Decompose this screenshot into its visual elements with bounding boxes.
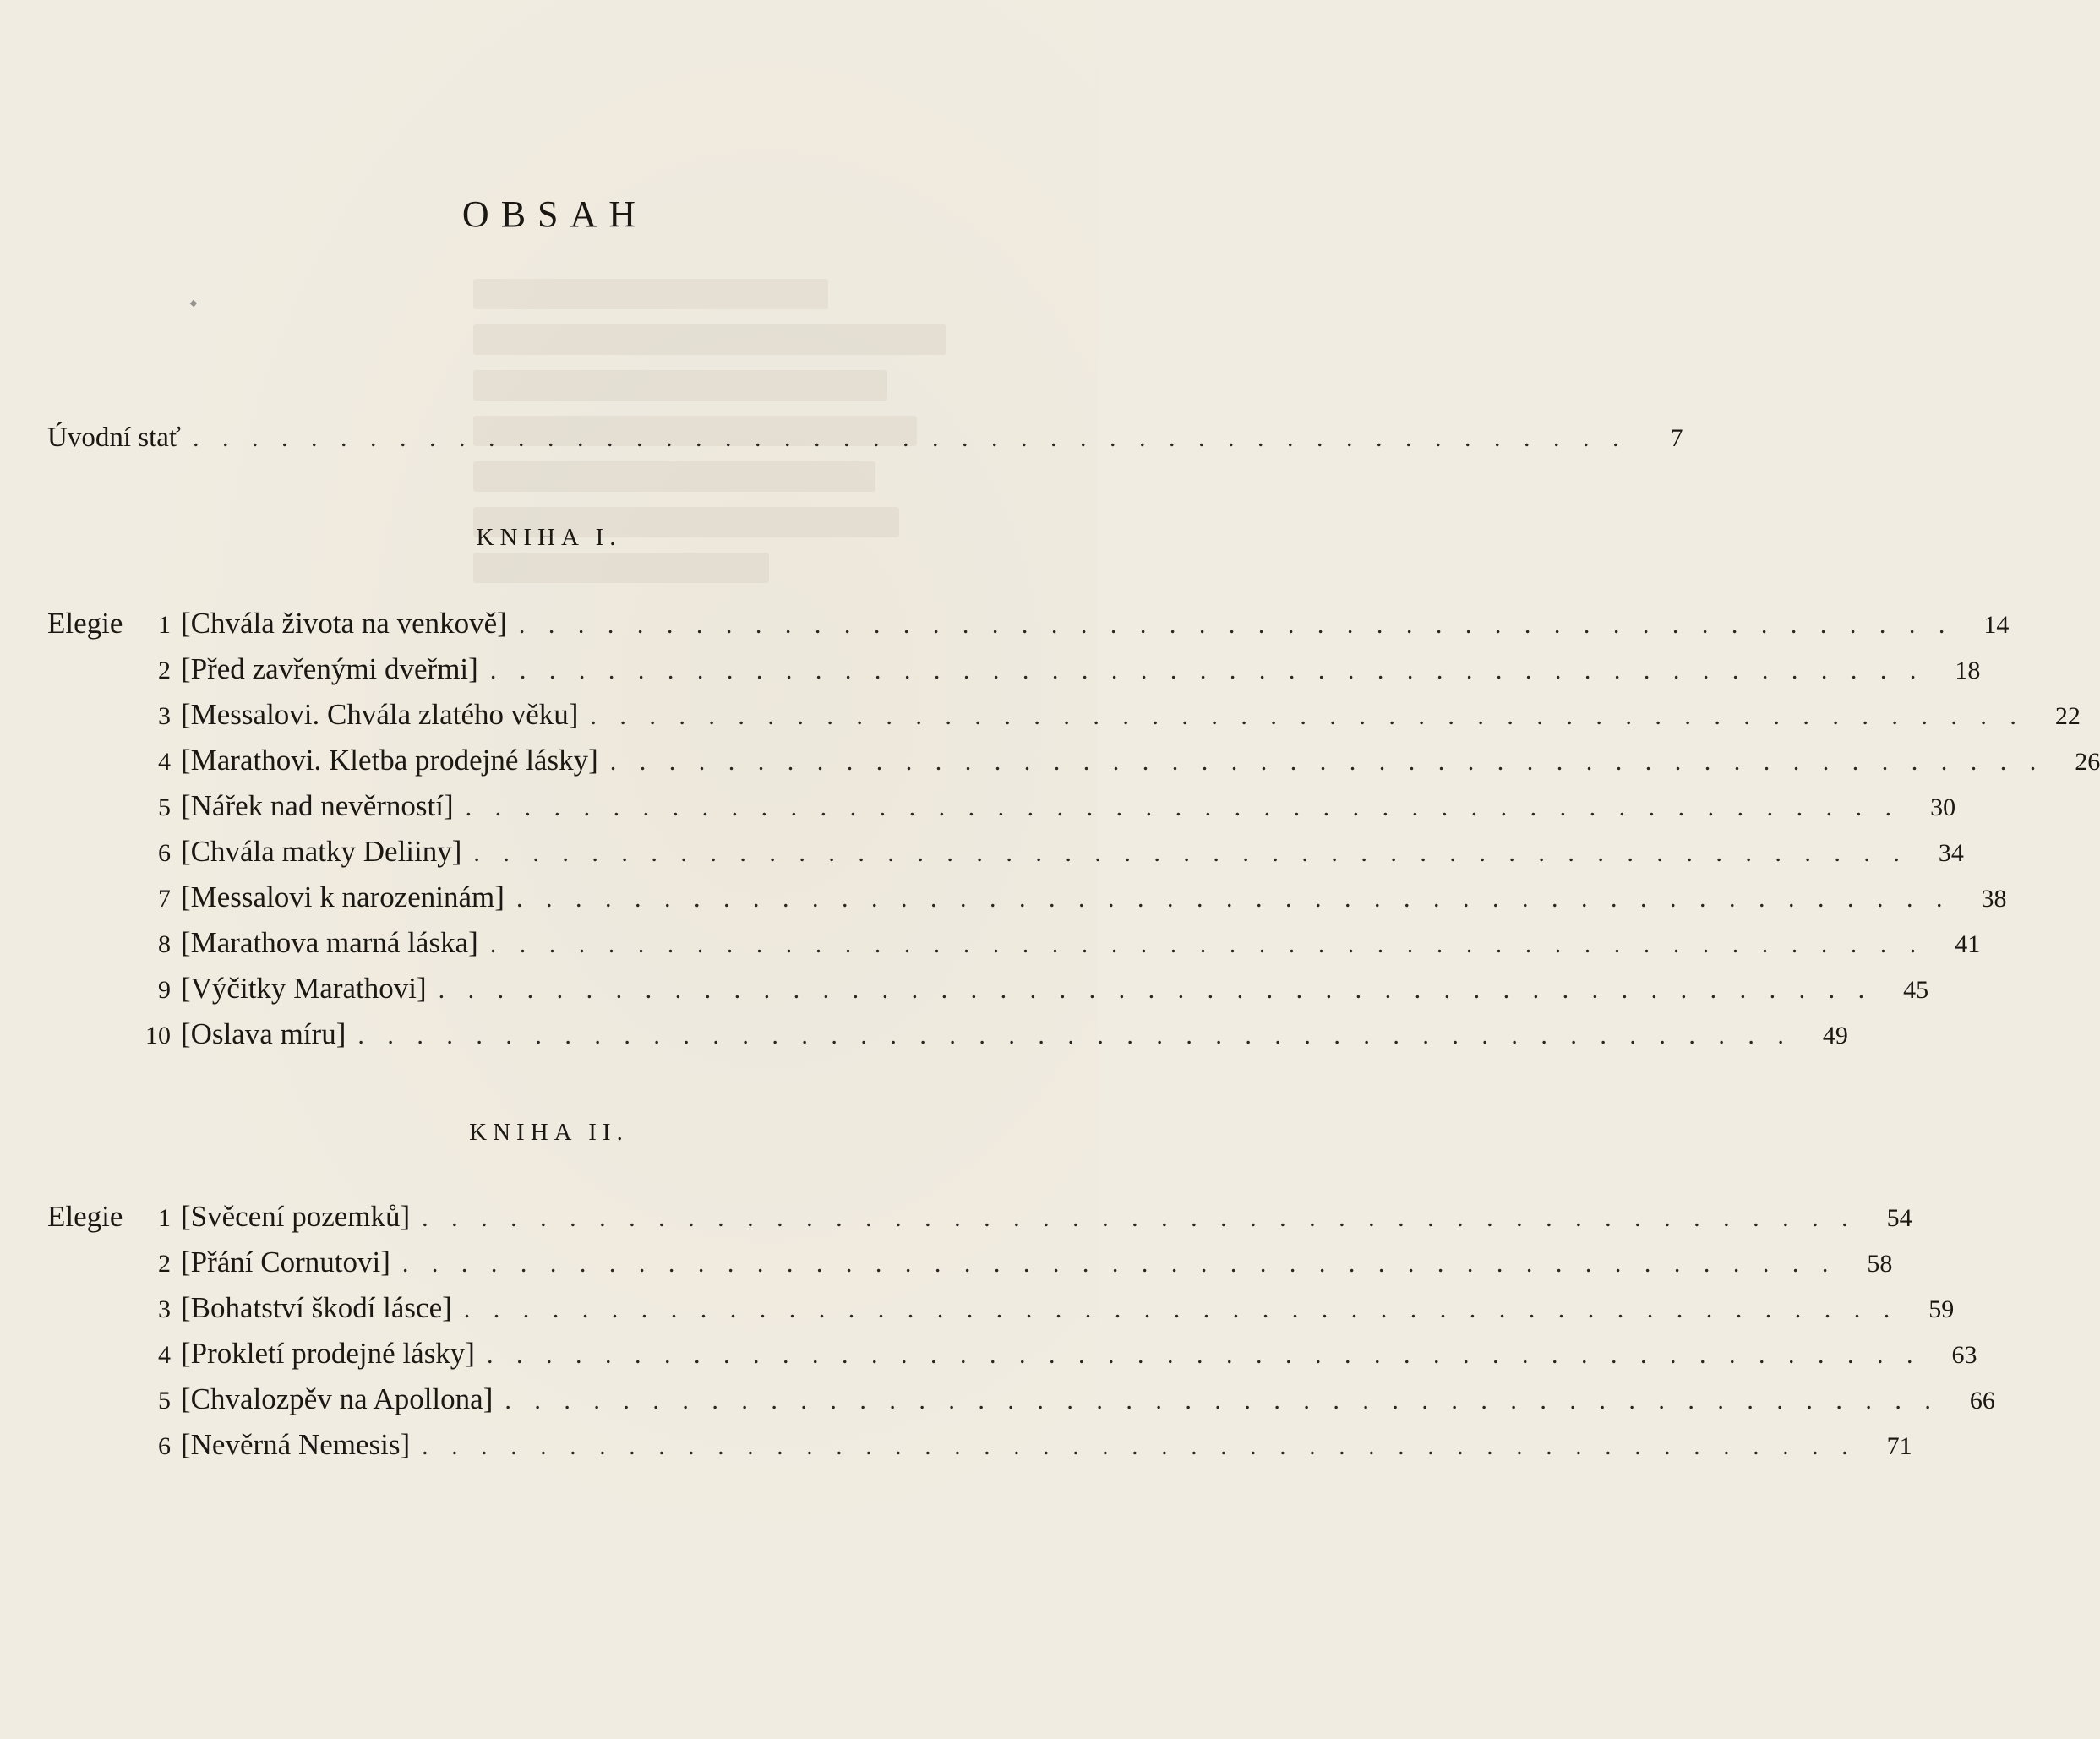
toc-entry-label: [Nářek nad nevěrností]	[181, 789, 454, 822]
toc-page-number: 26	[2075, 748, 2100, 776]
toc-page-number: 14	[1983, 611, 2010, 639]
section-heading-book-1: KNIHA I.	[476, 524, 622, 551]
toc-entry-label: [Chvála života na venkově]	[181, 607, 507, 640]
leader-dots: . . . . . . . . . . . . . . . . . . . . . . . . . . . . . . . . . . . . . . . . . . . . . . . . .	[438, 976, 1874, 1004]
leader-dots: . . . . . . . . . . . . . . . . . . . . . . . . . . . . . . . . . . . . . . . . . . . . . . . . .	[486, 1341, 1922, 1369]
toc-entry-number: 4	[158, 748, 171, 776]
toc-row[interactable]	[47, 926, 1981, 973]
toc-entry-label: [Výčitky Marathovi]	[181, 972, 427, 1005]
leader-dots: . . . . . . . . . . . . . . . . . . . . . . . . . . . . . . . . . . . . . . . . . . . . . . . . .	[422, 1432, 1857, 1460]
leader-dots: . . . . . . . . . . . . . . . . . . . . . . . . . . . . . . . . . . . . . . . . . . . . . . . . .	[422, 1204, 1857, 1232]
toc-entry-number: 5	[158, 1387, 171, 1415]
toc-page-number: 49	[1822, 1022, 1848, 1049]
toc-page-number: 18	[1955, 657, 1981, 684]
toc-row[interactable]	[47, 698, 2081, 745]
toc-page-number: 22	[2054, 702, 2081, 730]
toc-entry-number: 6	[158, 839, 171, 867]
toc-entry-number: 4	[158, 1341, 171, 1369]
leader-dots: . . . . . . . . . . . . . . . . . . . . . . . . . . . . . . . . . . . . . . . . . . . . . . . . .	[590, 702, 2025, 730]
toc-row[interactable]	[47, 1200, 1912, 1247]
toc-row[interactable]	[47, 789, 1956, 837]
toc-entry-label: [Oslava míru]	[181, 1017, 346, 1050]
toc-row[interactable]	[47, 1291, 1955, 1338]
leader-dots: . . . . . . . . . . . . . . . . . . . . . . . . . . . . . . . . . . . . . . . . . . . . . . . . .	[518, 611, 1954, 639]
toc-lead-label: Elegie	[47, 1200, 123, 1233]
toc-entry-label: [Svěcení pozemků]	[181, 1200, 411, 1233]
toc-entry-number: 8	[158, 930, 171, 958]
toc-entry-label: [Messalovi. Chvála zlatého věku]	[181, 698, 579, 731]
leader-dots: . . . . . . . . . . . . . . . . . . . . . . . . . . . . . . . . . . . . . . . . . . . . . . . . .	[505, 1387, 1939, 1415]
leader-dots: . . . . . . . . . . . . . . . . . . . . . . . . . . . . . . . . . . . . . . . . . . . . . . . . .	[473, 839, 1908, 867]
toc-page-number: 54	[1886, 1204, 1912, 1232]
leader-dots: . . . . . . . . . . . . . . . . . . . . . . . . . . . . . . . . . . . . . . . . . . . . . . . . .	[515, 885, 1951, 913]
leader-dots: . . . . . . . . . . . . . . . . . . . . . . . . . . . . . . . . . . . . . . . . . . . . . . . . .	[609, 748, 2045, 776]
toc-row[interactable]	[47, 1017, 1848, 1065]
toc-lead-label: Elegie	[47, 607, 123, 640]
toc-row[interactable]	[47, 652, 1981, 700]
toc-entry-label: [Chvála matky Deliiny]	[181, 835, 462, 868]
toc-page-number: 66	[1969, 1387, 1995, 1415]
toc-row[interactable]	[47, 1428, 1912, 1475]
ink-speck	[190, 300, 197, 307]
toc-entry-number: 3	[158, 1295, 171, 1323]
toc-page-number: 34	[1938, 839, 1964, 867]
toc-entry-number: 9	[158, 976, 171, 1004]
toc-page-number: 45	[1903, 976, 1929, 1004]
toc-row[interactable]	[47, 1246, 1893, 1293]
toc-row[interactable]	[47, 835, 1964, 882]
toc-entry-label: [Prokletí prodejné lásky]	[181, 1337, 475, 1370]
section-heading-book-2: KNIHA II.	[469, 1119, 629, 1146]
toc-entry-number: 6	[158, 1432, 171, 1460]
toc-row[interactable]	[47, 972, 1929, 1019]
leader-dots: . . . . . . . . . . . . . . . . . . . . . . . . . . . . . . . . . . . . . . . . . . . . . . . . .	[463, 1295, 1899, 1323]
toc-page-number: 30	[1930, 793, 1956, 821]
toc-entry-label: [Chvalozpěv na Apollona]	[181, 1382, 494, 1415]
leader-dots: . . . . . . . . . . . . . . . . . . . . . . . . . . . . . . . . . . . . . . . . . . . . . . . . .	[401, 1250, 1837, 1278]
toc-page-number: 7	[1670, 424, 1683, 452]
toc-entry-label: [Před zavřenými dveřmi]	[181, 652, 478, 685]
toc-entry-label: [Marathova marná láska]	[181, 926, 478, 959]
toc-row[interactable]	[47, 1337, 1977, 1384]
toc-row[interactable]	[47, 1382, 1995, 1430]
toc-row[interactable]	[47, 744, 2100, 791]
toc-page-number: 63	[1951, 1341, 1977, 1369]
toc-entry-label: [Bohatství škodí lásce]	[181, 1291, 452, 1324]
toc-entry-label: Úvodní stať	[47, 422, 182, 453]
toc-entry-number: 2	[158, 657, 171, 684]
toc-entry-number: 1	[158, 611, 171, 639]
toc-page-number: 58	[1867, 1250, 1893, 1278]
toc-entry-number: 5	[158, 793, 171, 821]
leader-dots: . . . . . . . . . . . . . . . . . . . . . . . . . . . . . . . . . . . . . . . . . . . . . . . . .	[465, 793, 1901, 821]
toc-entry-label: [Nevěrná Nemesis]	[181, 1428, 411, 1461]
toc-row[interactable]	[47, 607, 2010, 654]
toc-entry-number: 7	[158, 885, 171, 913]
toc-row-intro[interactable]	[47, 422, 1683, 470]
toc-entry-label: [Messalovi k narozeninám]	[181, 880, 505, 913]
toc-entry-label: [Marathovi. Kletba prodejné lásky]	[181, 744, 598, 777]
toc-entry-number: 3	[158, 702, 171, 730]
toc-page-number: 41	[1955, 930, 1981, 958]
toc-entry-label: [Přání Cornutovi]	[181, 1246, 390, 1278]
page-title: OBSAH	[461, 194, 648, 235]
toc-page-number: 59	[1928, 1295, 1955, 1323]
leader-dots: . . . . . . . . . . . . . . . . . . . . . . . . . . . . . . . . . . . . . . . . . . . . . . . . .	[357, 1022, 1792, 1049]
leader-dots: . . . . . . . . . . . . . . . . . . . . . . . . . . . . . . . . . . . . . . . . . . . . . . . . .	[489, 657, 1925, 684]
toc-entry-number: 10	[145, 1022, 171, 1049]
leader-dots: . . . . . . . . . . . . . . . . . . . . . . . . . . . . . . . . . . . . . . . . . . . . . . . . .	[489, 930, 1925, 958]
toc-page-number: 71	[1886, 1432, 1912, 1460]
toc-page-number: 38	[1981, 885, 2007, 913]
toc-entry-number: 2	[158, 1250, 171, 1278]
leader-dots: . . . . . . . . . . . . . . . . . . . . . . . . . . . . . . . . . . . . . . . . . . . . . . . . .	[193, 424, 1628, 452]
toc-entry-number: 1	[158, 1204, 171, 1232]
toc-row[interactable]	[47, 880, 2007, 928]
